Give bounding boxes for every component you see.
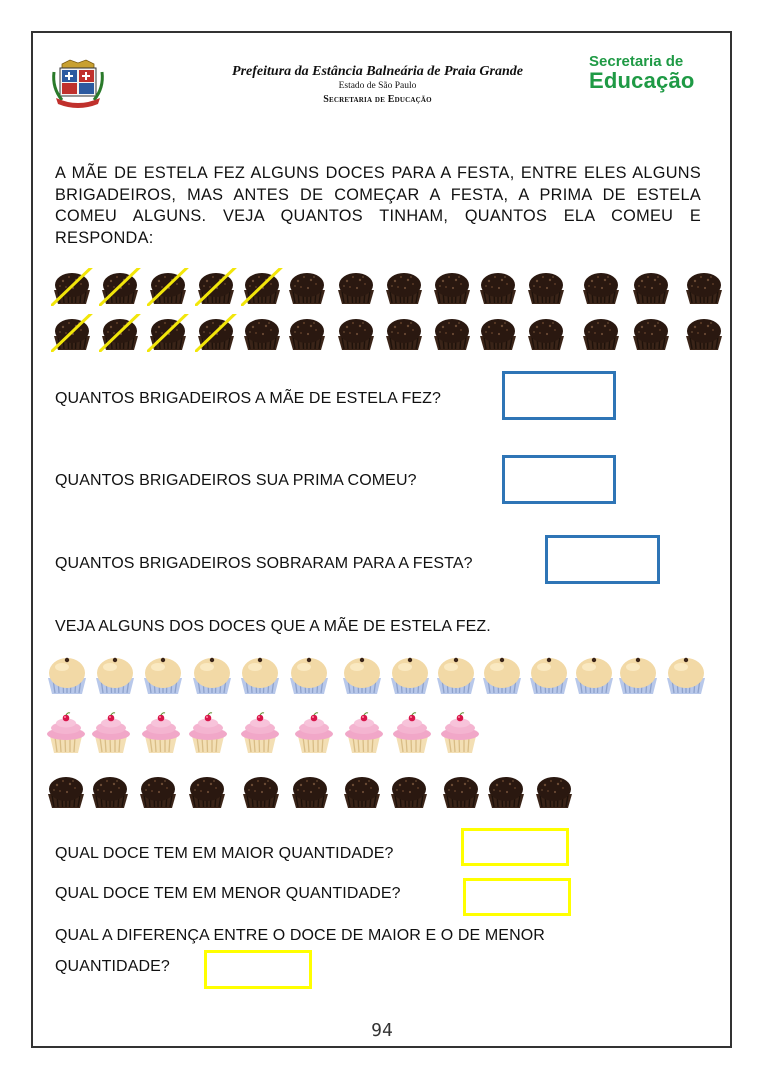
brigadeiro-icon — [388, 772, 430, 815]
question-difference-line1: QUAL A DIFERENÇA ENTRE O DOCE DE MAIOR E O DE MENOR — [55, 927, 545, 944]
brigadeiro-icon — [580, 314, 622, 357]
header-state: Estado de São Paulo — [338, 81, 417, 91]
answer-box-most[interactable] — [461, 828, 569, 866]
brigadeiro-icon — [240, 772, 282, 815]
cupcake-icon — [342, 712, 386, 759]
beijinho-icon — [434, 654, 478, 701]
brigadeiro-icon — [525, 314, 567, 357]
brigadeiro-icon — [137, 772, 179, 815]
beijinho-icon — [572, 654, 616, 701]
brigadeiro-icon — [431, 314, 473, 357]
cupcake-icon — [390, 712, 434, 759]
logo-line2: Educação — [589, 68, 695, 93]
beijinho-icon — [616, 654, 660, 701]
brigadeiro-icon — [440, 772, 482, 815]
brigadeiro-icon — [533, 772, 575, 815]
brigadeiro-icon — [580, 268, 622, 311]
beijinho-icon — [45, 654, 89, 701]
cupcake-icon — [438, 712, 482, 759]
question-most: QUAL DOCE TEM EM MAIOR QUANTIDADE? — [55, 845, 394, 862]
brigadeiro-icon — [477, 268, 519, 311]
brigadeiro-icon-crossed — [147, 314, 189, 357]
answer-box-remaining[interactable] — [545, 535, 660, 584]
brigadeiro-icon — [630, 314, 672, 357]
brigadeiro-icon-crossed — [195, 314, 237, 357]
brigadeiro-icon — [186, 772, 228, 815]
brigadeiro-icon — [335, 314, 377, 357]
question-least: QUAL DOCE TEM EM MENOR QUANTIDADE? — [55, 885, 401, 902]
beijinho-icon — [340, 654, 384, 701]
question-difference-line2: QUANTIDADE? — [55, 958, 170, 975]
header-department: Secretaria de Educação — [323, 94, 432, 105]
sweets-intro: VEJA ALGUNS DOS DOCES QUE A MÃE DE ESTELA FEZ. — [55, 618, 491, 635]
brigadeiro-icon — [383, 314, 425, 357]
brigadeiro-icon-crossed — [51, 314, 93, 357]
brigadeiro-icon — [525, 268, 567, 311]
beijinho-icon — [238, 654, 282, 701]
intro-paragraph: A MÃE DE ESTELA FEZ ALGUNS DOCES PARA A FESTA, ENTRE ELES ALGUNS BRIGADEIROS, MAS ANTES DE COMEÇAR A FESTA, A PRIMA DE ESTELA COMEU ALGUNS. VEJA QUANTOS TINHAM, QUANTOS ELA COMEU E RESPONDA: — [55, 164, 701, 247]
brigadeiro-icon — [477, 314, 519, 357]
answer-box-eaten[interactable] — [502, 455, 616, 504]
cupcake-icon — [139, 712, 183, 759]
logo-line1: Secretaria de — [589, 53, 684, 70]
answer-box-least[interactable] — [463, 878, 571, 916]
brigadeiro-icon — [45, 772, 87, 815]
brigadeiro-icon-crossed — [147, 268, 189, 311]
brigadeiro-icon — [485, 772, 527, 815]
cupcake-icon — [89, 712, 133, 759]
brigadeiro-icon — [286, 268, 328, 311]
page-number: 94 — [371, 1020, 393, 1041]
beijinho-icon — [190, 654, 234, 701]
cupcake-icon — [186, 712, 230, 759]
beijinho-icon — [664, 654, 708, 701]
cupcake-icon — [44, 712, 88, 759]
question-total-made: QUANTOS BRIGADEIROS A MÃE DE ESTELA FEZ? — [55, 390, 442, 407]
question-eaten: QUANTOS BRIGADEIROS SUA PRIMA COMEU? — [55, 472, 417, 489]
beijinho-icon — [527, 654, 571, 701]
question-remaining: QUANTOS BRIGADEIROS SOBRARAM PARA A FESTA? — [55, 555, 473, 572]
brigadeiro-icon-crossed — [99, 314, 141, 357]
brigadeiro-icon — [335, 268, 377, 311]
brigadeiro-icon — [431, 268, 473, 311]
brigadeiro-icon-crossed — [99, 268, 141, 311]
brigadeiro-icon — [289, 772, 331, 815]
beijinho-icon — [141, 654, 185, 701]
brigadeiro-icon — [341, 772, 383, 815]
brigadeiro-icon — [89, 772, 131, 815]
brigadeiro-icon — [383, 268, 425, 311]
beijinho-icon — [287, 654, 331, 701]
brigadeiro-icon-crossed — [241, 268, 283, 311]
beijinho-icon — [93, 654, 137, 701]
brigadeiro-icon — [630, 268, 672, 311]
header-text — [190, 64, 565, 105]
answer-box-difference[interactable] — [204, 950, 312, 989]
brigadeiro-icon-crossed — [195, 268, 237, 311]
brigadeiro-icon-crossed — [51, 268, 93, 311]
education-logo — [589, 54, 695, 92]
beijinho-icon — [480, 654, 524, 701]
brigadeiro-icon — [683, 314, 725, 357]
city-crest-icon — [50, 58, 106, 110]
brigadeiro-icon — [286, 314, 328, 357]
brigadeiro-icon — [241, 314, 283, 357]
header-title: Prefeitura da Estância Balneária de Praia Grande — [232, 64, 523, 79]
answer-box-total-made[interactable] — [502, 371, 616, 420]
cupcake-icon — [238, 712, 282, 759]
brigadeiro-icon — [683, 268, 725, 311]
cupcake-icon — [292, 712, 336, 759]
beijinho-icon — [388, 654, 432, 701]
